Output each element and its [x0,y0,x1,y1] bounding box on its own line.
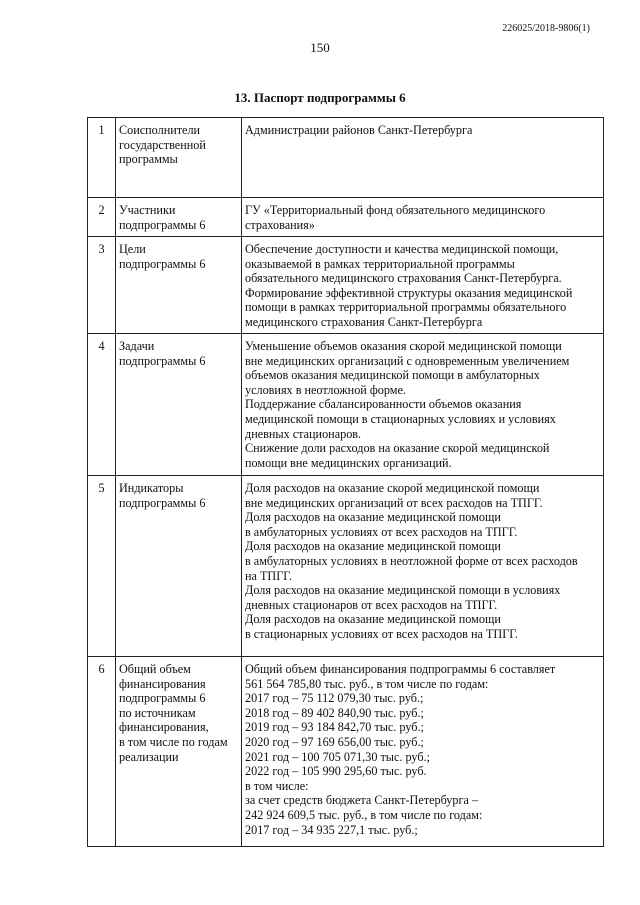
label-line: Соисполнители [119,123,201,137]
table-row [88,118,604,198]
content-line: Администрации районов Санкт-Петербурга [245,123,473,137]
label-line: подпрограммы 6 [119,256,206,271]
content-line: страхования» [245,217,315,232]
row-number: 5 [88,476,116,657]
content-line: Доля расходов на оказание скорой медицинской помощи [245,481,540,495]
label-line: подпрограммы 6 [119,217,206,232]
label-line: подпрограммы 6 [119,691,206,706]
section-title: 13. Паспорт подпрограммы 6 [234,90,406,105]
row-content [242,237,604,334]
label-line: Общий объем [119,662,191,676]
label-line: Участники [119,203,176,217]
table-row [88,334,604,476]
row-label [116,476,242,657]
content-line: 561 564 785,80 тыс. руб., в том числе по годам: [245,676,489,691]
label-line: Цели [119,242,146,256]
label-line: программы [119,152,178,167]
content-line: Снижение доли расходов на оказание скорой медицинской [245,441,550,456]
content-line: в стационарных условиях от всех расходов на ТПГГ. [245,626,518,641]
label-line: финансирования, [119,720,209,735]
content-line: за счет средств бюджета Санкт-Петербурга – [245,793,479,808]
label-line: подпрограммы 6 [119,495,206,510]
content-line: Обеспечение доступности и качества медицинской помощи, [245,242,559,256]
page-number: 150 [310,40,330,55]
label-line: финансирования [119,676,206,691]
content-line: в том числе: [245,778,309,793]
content-line: 2021 год – 100 705 071,30 тыс. руб.; [245,749,430,764]
row-number: 6 [88,657,116,847]
label-line: подпрограммы 6 [119,353,206,368]
row-number: 2 [88,198,116,237]
content-line: 2017 год – 34 935 227,1 тыс. руб.; [245,822,418,837]
table-row [88,198,604,237]
content-line: помощи в рамках территориальной программы обязательного [245,300,567,315]
content-line: Формирование эффективной структуры оказания медицинской [245,285,573,300]
content-line: в амбулаторных условиях в неотложной форме от всех расходов [245,553,578,568]
content-line: объемов оказания медицинской помощи в амбулаторных [245,368,540,383]
content-line: на ТПГГ. [245,568,292,583]
row-content [242,118,604,198]
passport-table [87,117,604,847]
table-row [88,657,604,847]
document-id: 226025/2018-9806(1) [502,23,590,34]
row-label [116,334,242,476]
row-content [242,476,604,657]
row-label [116,237,242,334]
label-line: Задачи [119,339,155,353]
content-line: Доля расходов на оказание медицинской помощи [245,539,501,554]
content-line: медицинского страхования Санкт-Петербурга [245,314,483,329]
content-line: Поддержание сбалансированности объемов оказания [245,397,522,412]
content-line: 2018 год – 89 402 840,90 тыс. руб.; [245,705,424,720]
row-number: 3 [88,237,116,334]
content-line: 2017 год – 75 112 079,30 тыс. руб.; [245,691,424,706]
content-line: условиях в неотложной форме. [245,382,406,397]
content-line: вне медицинских организаций с одновременным увеличением [245,353,570,368]
content-line: Доля расходов на оказание медицинской помощи в условиях [245,583,561,598]
content-line: Уменьшение объемов оказания скорой медицинской помощи [245,339,562,353]
passport-table-body [88,118,604,847]
row-label [116,118,242,198]
content-line: дневных стационаров от всех расходов на ТПГГ. [245,597,498,612]
row-label [116,657,242,847]
row-number: 1 [88,118,116,198]
content-line: обязательного медицинского страхования Санкт-Петербурга. [245,271,562,286]
content-line: Доля расходов на оказание медицинской помощи [245,510,501,525]
content-line: медицинской помощи в стационарных условиях и условиях [245,411,556,426]
content-line: 2019 год – 93 184 842,70 тыс. руб.; [245,720,424,735]
table-row [88,237,604,334]
label-line: реализации [119,749,179,764]
label-line: в том числе по годам [119,734,228,749]
content-line: Доля расходов на оказание медицинской помощи [245,612,501,627]
content-line: дневных стационаров. [245,426,362,441]
label-line: Индикаторы [119,481,184,495]
row-content [242,657,604,847]
row-number: 4 [88,334,116,476]
content-line: оказываемой в рамках территориальной программы [245,256,515,271]
content-line: ГУ «Территориальный фонд обязательного медицинского [245,203,546,217]
content-line: помощи вне медицинских организаций. [245,455,452,470]
row-content [242,334,604,476]
content-line: 242 924 609,5 тыс. руб., в том числе по годам: [245,807,483,822]
content-line: Общий объем финансирования подпрограммы 6 составляет [245,662,556,676]
row-label [116,198,242,237]
content-line: 2022 год – 105 990 295,60 тыс. руб. [245,764,427,779]
row-content [242,198,604,237]
label-line: государственной [119,137,206,152]
content-line: 2020 год – 97 169 656,00 тыс. руб.; [245,734,424,749]
content-line: вне медицинских организаций от всех расходов на ТПГГ. [245,495,543,510]
label-line: по источникам [119,705,196,720]
table-row [88,476,604,657]
content-line: в амбулаторных условиях от всех расходов на ТПГГ. [245,524,518,539]
